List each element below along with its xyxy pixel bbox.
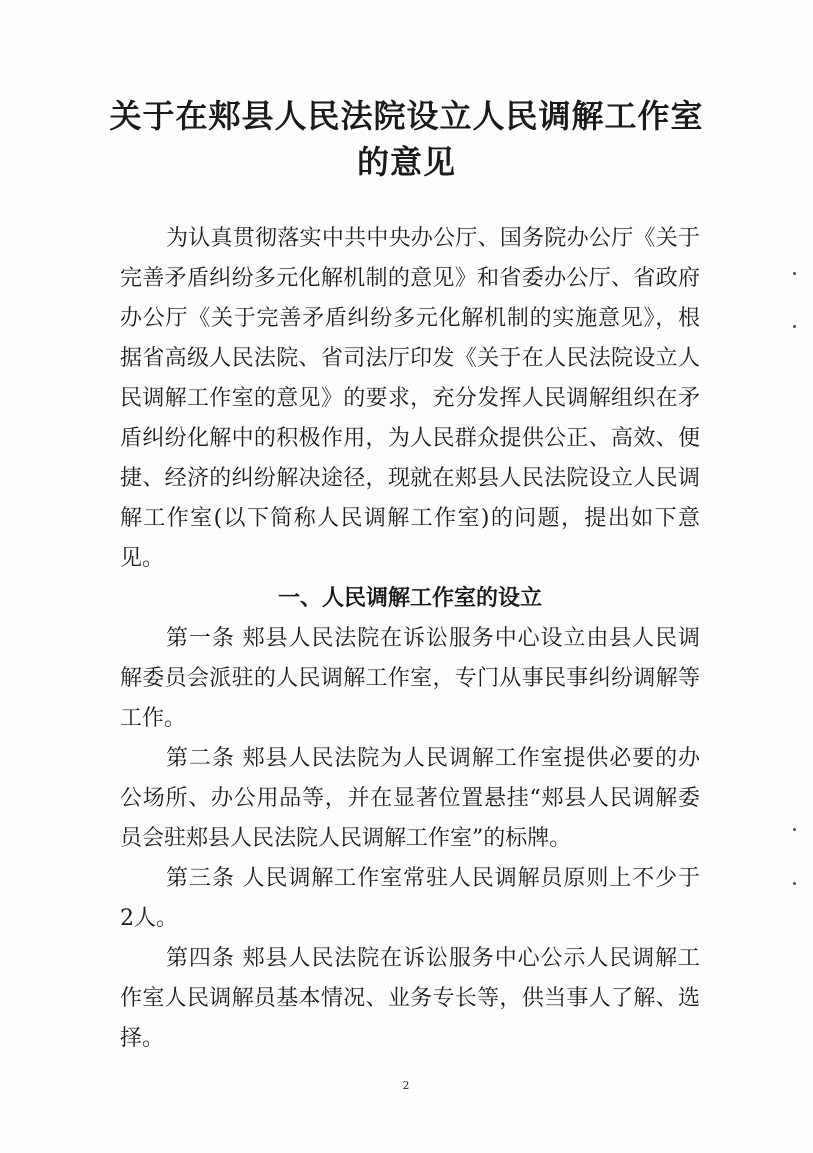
intro-line: 完善矛盾纠纷多元化解机制的意见》和省委办公厅、省政府	[120, 266, 700, 291]
intro-line: 据省高级人民法院、省司法厅印发《关于在人民法院设立人	[120, 346, 700, 371]
article-1-line: 第一条 郏县人民法院在诉讼服务中心设立由县人民调	[166, 626, 700, 651]
intro-line: 捷、经济的纠纷解决途径，现就在郏县人民法院设立人民调	[120, 466, 700, 491]
document-title-line-2: 的意见	[356, 143, 456, 181]
intro-line: 为认真贯彻落实中共中央办公厅、国务院办公厅《关于	[166, 226, 700, 251]
article-1-line: 解委员会派驻的人民调解工作室，专门从事民事纠纷调解等	[120, 666, 700, 691]
intro-line: 盾纠纷化解中的积极作用，为人民群众提供公正、高效、便	[120, 426, 700, 451]
intro-line: 办公厅《关于完善矛盾纠纷多元化解机制的实施意见》，根	[120, 306, 700, 331]
article-3-line: 第三条 人民调解工作室常驻人民调解员原则上不少于	[166, 866, 700, 891]
scan-speck	[793, 882, 796, 885]
article-2-line: 员会驻郏县人民法院人民调解工作室”的标牌。	[120, 826, 572, 851]
scan-speck	[793, 325, 796, 328]
scan-speck	[793, 272, 796, 275]
section-heading: 一、人民调解工作室的设立	[277, 586, 542, 611]
article-3-line: 2人。	[120, 906, 178, 931]
intro-line: 解工作室(以下简称人民调解工作室)的问题，提出如下意	[120, 506, 700, 531]
article-1-line: 工作。	[120, 706, 187, 731]
article-2-line: 第二条 郏县人民法院为人民调解工作室提供必要的办	[166, 746, 700, 771]
article-4-line: 作室人民调解员基本情况、业务专长等，供当事人了解、选	[120, 986, 700, 1011]
document-title-line-1: 关于在郏县人民法院设立人民调解工作室	[109, 97, 704, 135]
page-number: 2	[402, 1079, 410, 1092]
article-2-line: 公场所、办公用品等，并在显著位置悬挂“郏县人民调解委	[120, 786, 700, 811]
intro-line: 民调解工作室的意见》的要求，充分发挥人民调解组织在矛	[120, 386, 700, 411]
article-4-line: 第四条 郏县人民法院在诉讼服务中心公示人民调解工	[166, 946, 700, 971]
intro-line: 见。	[120, 546, 165, 571]
article-4-line: 择。	[120, 1026, 165, 1051]
scan-speck	[793, 828, 796, 831]
